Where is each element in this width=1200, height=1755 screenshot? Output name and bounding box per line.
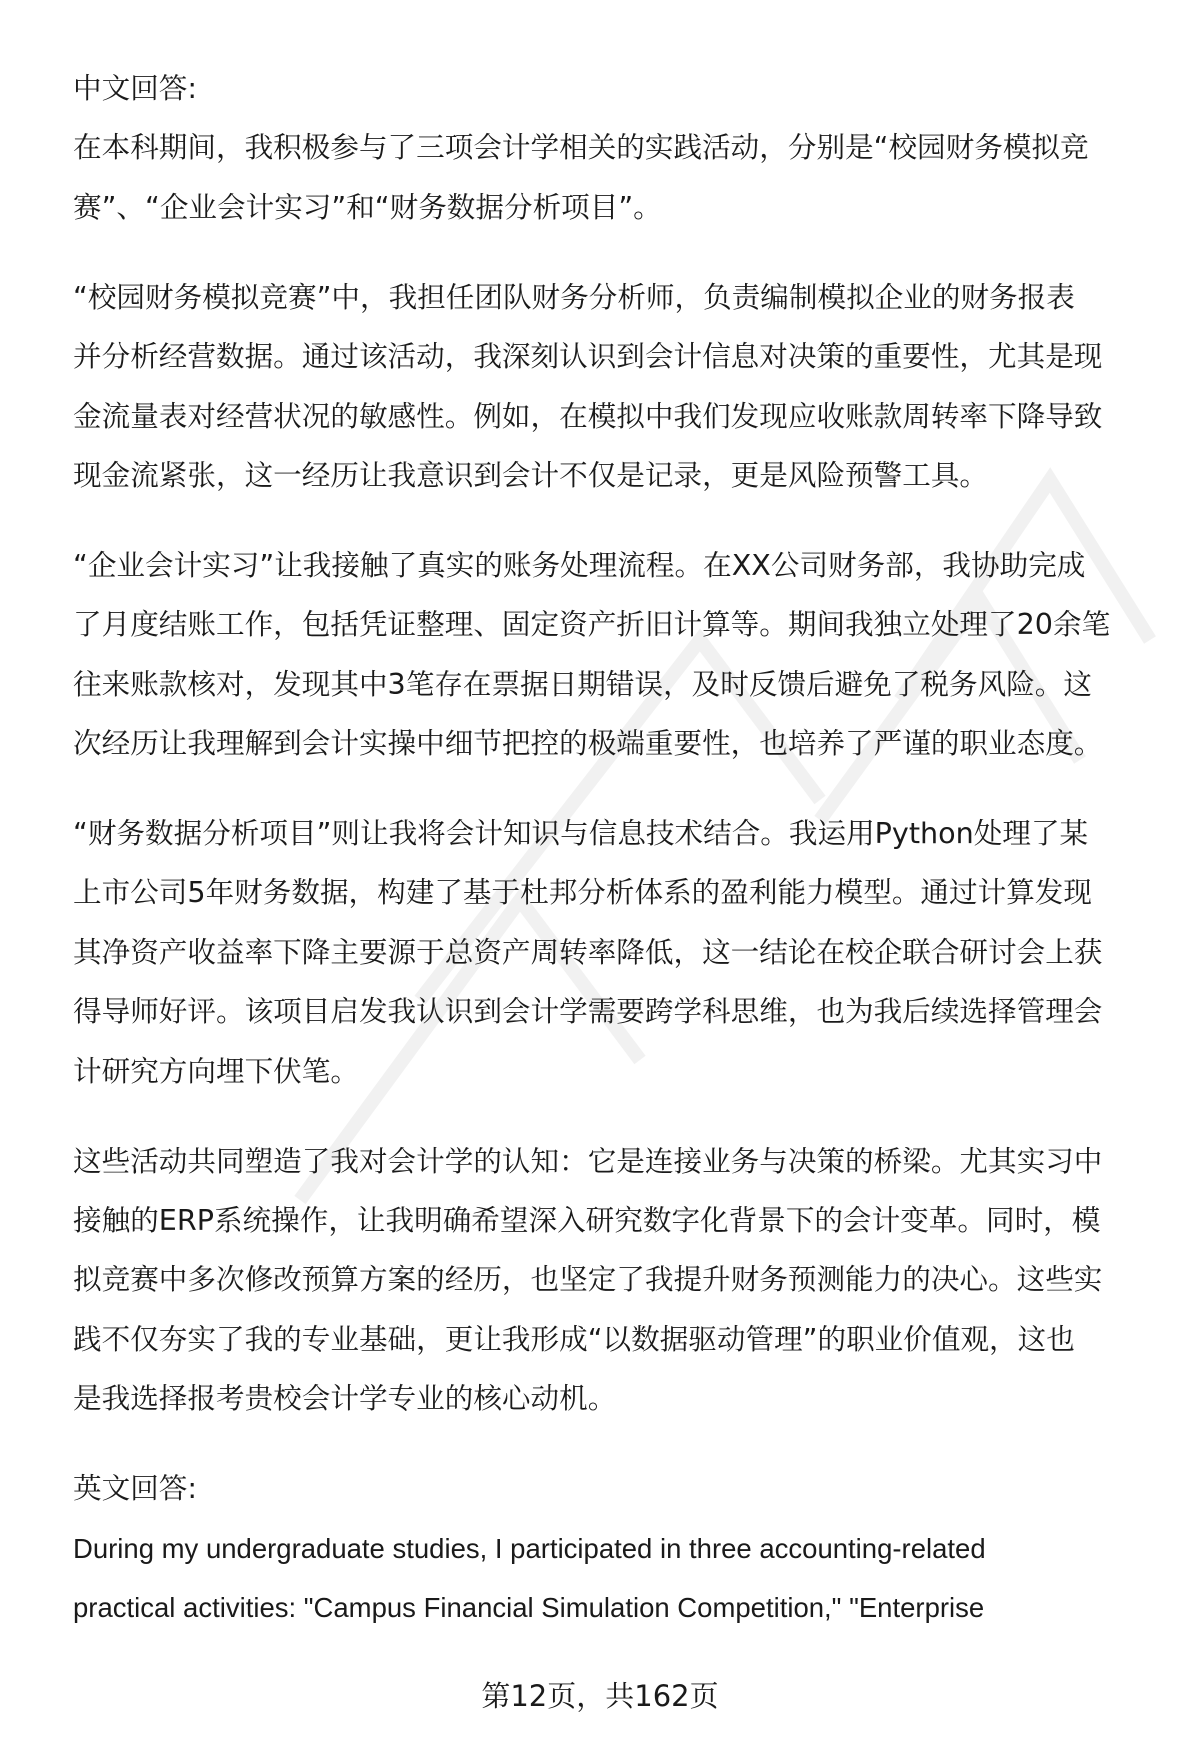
text-line: 上市公司5年财务数据，构建了基于杜邦分析体系的盈利能力模型。通过计算发现 <box>73 875 1092 910</box>
text-line: 赛”、“企业会计实习”和“财务数据分析项目”。 <box>73 189 662 224</box>
text-line: 这些活动共同塑造了我对会计学的认知：它是连接业务与决策的桥梁。尤其实习中 <box>73 1143 1103 1178</box>
text-line: 拟竞赛中多次修改预算方案的经历，也坚定了我提升财务预测能力的决心。这些实 <box>73 1262 1103 1297</box>
text-line: 并分析经营数据。通过该活动，我深刻认识到会计信息对决策的重要性，尤其是现 <box>73 339 1103 374</box>
text-line: “企业会计实习”让我接触了真实的账务处理流程。在XX公司财务部，我协助完成 <box>73 547 1086 582</box>
text-line: “财务数据分析项目”则让我将会计知识与信息技术结合。我运用Python处理了某 <box>73 816 1089 851</box>
text-line: 其净资产收益率下降主要源于总资产周转率降低，这一结论在校企联合研讨会上获 <box>73 934 1103 969</box>
text-line: 践不仅夯实了我的专业基础，更让我形成“以数据驱动管理”的职业价值观，这也 <box>73 1321 1075 1356</box>
en-paragraph <box>73 1519 1163 1638</box>
text-line: 得导师好评。该项目启发我认识到会计学需要跨学科思维，也为我后续选择管理会 <box>73 994 1103 1029</box>
text-line: 金流量表对经营状况的敏感性。例如，在模拟中我们发现应收账款周转率下降导致 <box>73 398 1103 433</box>
zh-paragraph-3 <box>73 536 1163 774</box>
text-line: 计研究方向埋下伏笔。 <box>73 1053 359 1088</box>
text-line: 往来账款核对，发现其中3笔存在票据日期错误，及时反馈后避免了税务风险。这 <box>73 666 1092 701</box>
zh-paragraph-5 <box>73 1132 1163 1429</box>
zh-heading: 中文回答: <box>73 71 198 105</box>
text-line: practical activities: "Campus Financial Simulation Competition," "Enterprise <box>73 1591 985 1623</box>
text-line: 了月度结账工作，包括凭证整理、固定资产折旧计算等。期间我独立处理了20余笔 <box>73 607 1111 642</box>
text-line: 现金流紧张，这一经历让我意识到会计不仅是记录，更是风险预警工具。 <box>73 457 989 492</box>
en-heading: 英文回答: <box>73 1471 198 1506</box>
text-line: “校园财务模拟竞赛”中，我担任团队财务分析师，负责编制模拟企业的财务报表 <box>73 279 1075 314</box>
text-line: 次经历让我理解到会计实操中细节把控的极端重要性，也培养了严谨的职业态度。 <box>73 726 1103 761</box>
text-line: 是我选择报考贵校会计学专业的核心动机。 <box>73 1381 617 1416</box>
text-line: During my undergraduate studies, I participated in three accounting-related <box>73 1532 986 1564</box>
en-heading-block <box>73 1459 1163 1518</box>
zh-paragraph-4 <box>73 804 1163 1101</box>
zh-paragraph-1 <box>73 118 1163 237</box>
document-page <box>73 59 1163 1668</box>
zh-paragraph-2 <box>73 268 1163 506</box>
page-number: 第12页，共162页 <box>481 1679 719 1713</box>
text-line: 在本科期间，我积极参与了三项会计学相关的实践活动，分别是“校园财务模拟竞 <box>73 130 1089 165</box>
text-line: 接触的ERP系统操作，让我明确希望深入研究数字化背景下的会计变革。同时，模 <box>73 1203 1101 1238</box>
zh-heading-block <box>73 59 1163 118</box>
